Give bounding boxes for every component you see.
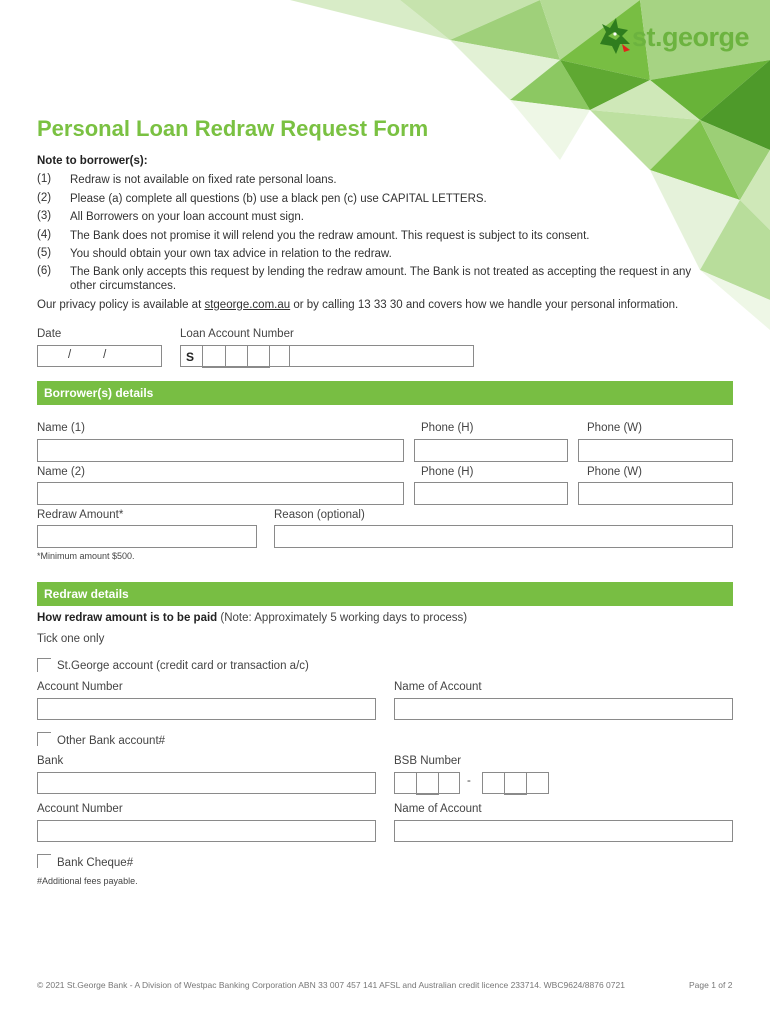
other-bank-option: Other Bank account# xyxy=(57,735,166,747)
other-name-of-account-label: Name of Account xyxy=(394,803,482,815)
loan-account-field[interactable]: S xyxy=(180,345,290,367)
name1-input[interactable] xyxy=(37,439,404,462)
loan-account-label: Loan Account Number xyxy=(180,328,294,340)
name1-label: Name (1) xyxy=(37,422,85,434)
minimum-amount-note: *Minimum amount $500. xyxy=(37,551,135,561)
other-bank-checkbox[interactable] xyxy=(37,732,51,746)
name-of-account-label: Name of Account xyxy=(394,681,482,693)
logo-text: st.george xyxy=(632,22,750,52)
loan-account-field-rest[interactable] xyxy=(289,345,474,367)
stgeorge-account-option: St.George account (credit card or transaction a/c) xyxy=(57,660,309,672)
bsb-label: BSB Number xyxy=(394,755,462,767)
redraw-amount-input[interactable] xyxy=(37,525,257,548)
account-number-label: Account Number xyxy=(37,681,123,693)
additional-fees-note: #Additional fees payable. xyxy=(37,876,138,886)
phone-w-label: Phone (W) xyxy=(587,422,642,434)
other-account-number-input[interactable] xyxy=(37,820,376,842)
bank-label: Bank xyxy=(37,755,64,767)
date-label: Date xyxy=(37,328,62,340)
stgeorge-account-number-input[interactable] xyxy=(37,698,376,720)
footer-copyright: © 2021 St.George Bank - A Division of Westpac Banking Corporation ABN 33 007 457 141 AFSL and Australian credit licence 233714. WBC9624/8876 0721 xyxy=(37,980,625,990)
bank-cheque-option: Bank Cheque# xyxy=(57,857,134,869)
phone-h-input-1[interactable] xyxy=(414,439,568,462)
bsb-input-first[interactable] xyxy=(394,772,460,794)
name2-label: Name (2) xyxy=(37,466,85,478)
phone-h-input-2[interactable] xyxy=(414,482,568,505)
redraw-amount-label: Redraw Amount* xyxy=(37,509,124,521)
notes-heading: Note to borrower(s): xyxy=(37,155,148,167)
tick-one-label: Tick one only xyxy=(37,633,105,645)
phone-h-label: Phone (H) xyxy=(421,422,474,434)
bank-cheque-checkbox[interactable] xyxy=(37,854,51,868)
privacy-statement: Our privacy policy is available at stgeorge.com.au or by calling 13 33 30 and covers how we handle your personal information. xyxy=(37,299,679,311)
redraw-section-header: Redraw details xyxy=(37,582,733,606)
privacy-link[interactable]: stgeorge.com.au xyxy=(204,299,291,311)
page-number: Page 1 of 2 xyxy=(689,980,733,990)
bank-input[interactable] xyxy=(37,772,376,794)
phone-h-label-2: Phone (H) xyxy=(421,466,474,478)
reason-input[interactable] xyxy=(274,525,733,548)
borrowers-section-header: Borrower(s) details xyxy=(37,381,733,405)
bsb-input-second[interactable] xyxy=(482,772,549,794)
other-account-number-label: Account Number xyxy=(37,803,123,815)
date-field[interactable]: / / xyxy=(37,345,162,367)
dragon-icon xyxy=(594,14,634,62)
phone-w-input-1[interactable] xyxy=(578,439,733,462)
bsb-dash: - xyxy=(467,775,471,787)
stgeorge-account-checkbox[interactable] xyxy=(37,658,51,672)
reason-label: Reason (optional) xyxy=(274,509,365,521)
other-account-name-input[interactable] xyxy=(394,820,733,842)
name2-input[interactable] xyxy=(37,482,404,505)
phone-w-input-2[interactable] xyxy=(578,482,733,505)
stgeorge-logo xyxy=(594,14,754,64)
payment-method-label: How redraw amount is to be paid (Note: Approximately 5 working days to process) xyxy=(37,612,468,624)
stgeorge-account-name-input[interactable] xyxy=(394,698,733,720)
page-title: Personal Loan Redraw Request Form xyxy=(37,116,429,141)
phone-w-label-2: Phone (W) xyxy=(587,466,642,478)
